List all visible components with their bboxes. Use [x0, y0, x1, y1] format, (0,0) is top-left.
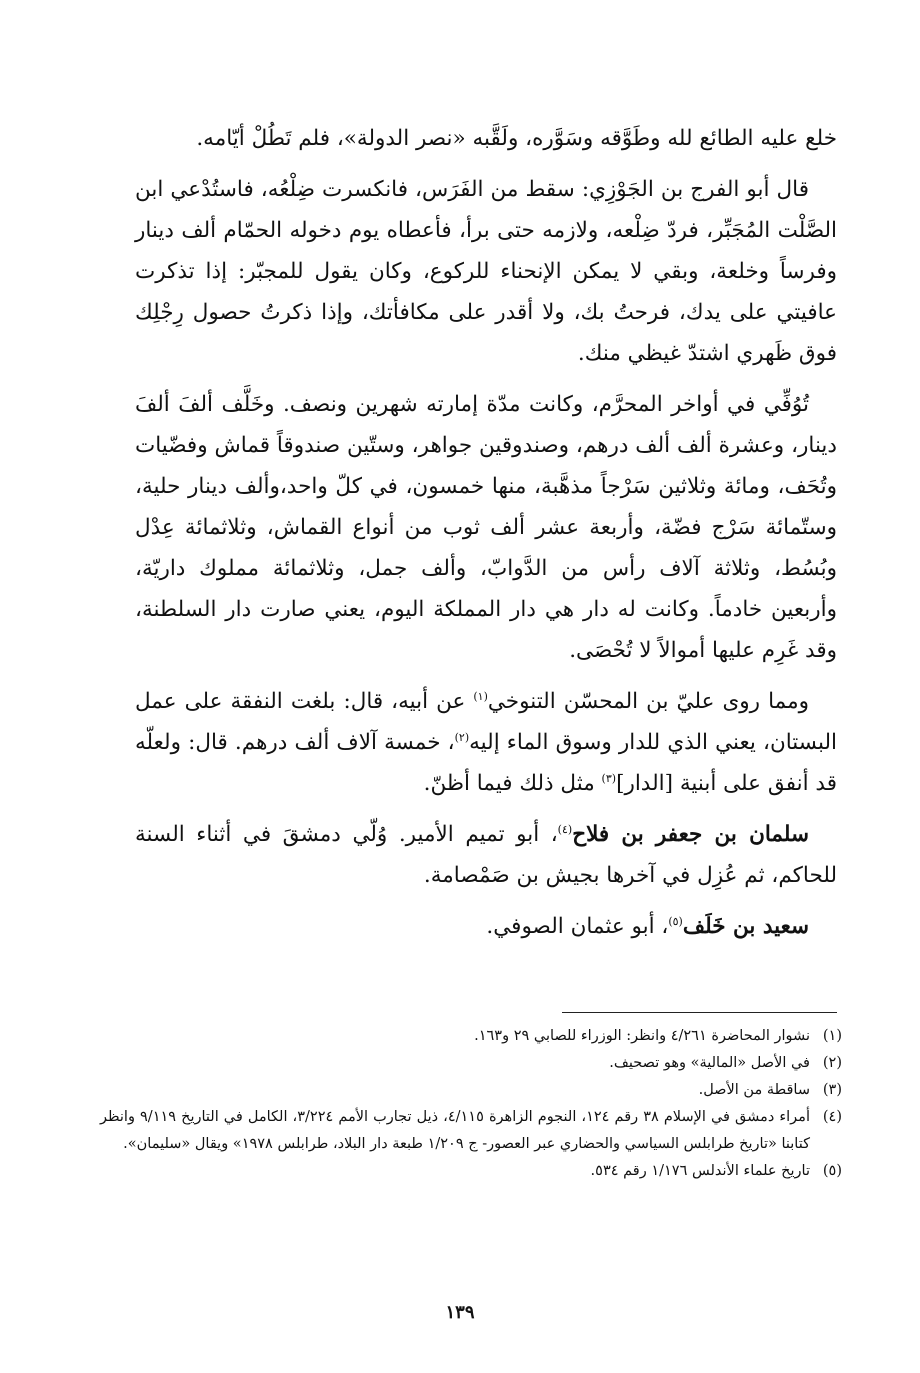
entry-salman — [135, 814, 837, 896]
footnote-ref-4: (٤) — [557, 822, 573, 836]
paragraph-4-part-b: عن أبيه، قال: بلغت النفقة على عمل البستان، يعني الذي للدار وسوق الماء إليه — [135, 689, 837, 755]
footnote-text: ساقطة من الأصل. — [698, 1082, 810, 1098]
entry-said — [135, 906, 837, 947]
footnote-5 — [100, 1158, 842, 1185]
paragraph-4-part-d: مثل ذلك فيما أظنّ. — [423, 771, 602, 796]
footnote-1 — [100, 1023, 842, 1050]
entry-said-text: ، أبو عثمان الصوفي. — [486, 914, 669, 939]
footnote-text: نشوار المحاضرة ٤/٢٦١ وانظر: الوزراء للصابي ٢٩ و١٦٣. — [474, 1028, 810, 1044]
footnote-number: (٤) — [822, 1109, 842, 1125]
footnote-text: في الأصل «المالية» وهو تصحيف. — [609, 1055, 810, 1071]
paragraph-4 — [135, 681, 837, 804]
paragraph-2: قال أبو الفرج بن الجَوْزِي: سقط من الفَرَس، فانكسرت ضِلْعُه، فاستُدْعي ابن الصَّلْت المُجَبِّر، فردّ ضِلْعه، ولازمه حتى برأ، فأعطاه يوم دخوله الحمّام ألف دينار وفرساً وخلعة، وبقي لا يمكن الإنحناء للركوع، وكان يقول للمجبّر: إذا تذكرت عافيتي على يدك، فرحتُ بك، ولا أقدر على مكافأتك، وإذا ذكرتُ حصول رِجْلِك فوق ظَهري اشتدّ غيظي منك. — [135, 177, 837, 366]
footnote-ref-3: (٣) — [601, 771, 617, 785]
footnote-separator — [562, 1012, 837, 1013]
footnote-ref-1: (١) — [473, 689, 488, 703]
page-number: ١٣٩ — [445, 1302, 475, 1323]
footnotes — [100, 1023, 842, 1185]
paragraph-4-part-c: ، خمسة آلاف ألف درهم. قال: ولعلّه قد أنفق على أبنية [الدار] — [135, 730, 837, 796]
entry-salman-name: سلمان بن جعفر بن فلاح — [572, 822, 809, 847]
footnote-text: تاريخ علماء الأندلس ١/١٧٦ رقم ٥٣٤. — [590, 1163, 810, 1179]
paragraph-3: تُوُفِّي في أواخر المحرَّم، وكانت مدّة إمارته شهرين ونصف. وخَلَّف ألفَ ألفَ دينار، وعشرة ألف ألف درهم، وصندوقين جواهر، وستّين صندوقاً قماش وفضّيات وتُحَف، ومائة وثلاثين سَرْجاً مذهَّبة، منها خمسون، في كلّ واحد،وألف دينار حلية، وستّمائة سَرْج فضّة، وأربعة عشر ألف ثوب من أنواع القماش، وثلاثمائة عِدْل وبُسُط، وثلاثة آلاف رأس من الدَّوابّ، وألف جمل، وثلاثمائة مملوك داريّة، وأربعين خادماً. وكانت له دار هي دار المملكة اليوم، يعني صارت دار السلطنة، وقد غَرِم عليها أموالاً لا تُحْصَى. — [135, 392, 837, 663]
footnote-2 — [100, 1050, 842, 1077]
footnote-3 — [100, 1077, 842, 1104]
footnote-number: (٣) — [822, 1082, 842, 1098]
footnote-number: (١) — [822, 1028, 842, 1044]
footnote-number: (٢) — [822, 1055, 842, 1071]
footnote-number: (٥) — [822, 1163, 842, 1179]
entry-salman-text: ، أبو تميم الأمير. وُلّي دمشقَ في أثناء السنة للحاكم، ثم عُزِل في آخرها بجيش بن صَمْصامة. — [135, 822, 837, 888]
paragraph-4-part-a: ومما روى عليّ بن المحسّن التنوخي — [487, 689, 809, 714]
main-text — [135, 118, 837, 957]
footnote-ref-5: (٥) — [668, 914, 683, 928]
footnote-text: أمراء دمشق في الإسلام ٣٨ رقم ١٢٤، النجوم الزاهرة ٤/١١٥، ذيل تجارب الأمم ٣/٢٢٤، الكامل في التاريخ ٩/١١٩ وانظر كتابنا «تاريخ طرابلس السياسي والحضاري عبر العصور- ج ١/٢٠٩ طبعة دار البلاد، طرابلس ١٩٧٨» ويقال «سليمان». — [100, 1109, 810, 1152]
paragraph-1: خلع عليه الطائع لله وطَوَّقه وسَوَّره، ولَقَّبه «نصر الدولة»، فلم تَطُلْ أيّامه. — [196, 126, 837, 151]
footnote-ref-2: (٢) — [454, 730, 470, 744]
entry-said-name: سعيد بن خَلَف — [682, 914, 809, 939]
footnote-4 — [100, 1104, 842, 1158]
